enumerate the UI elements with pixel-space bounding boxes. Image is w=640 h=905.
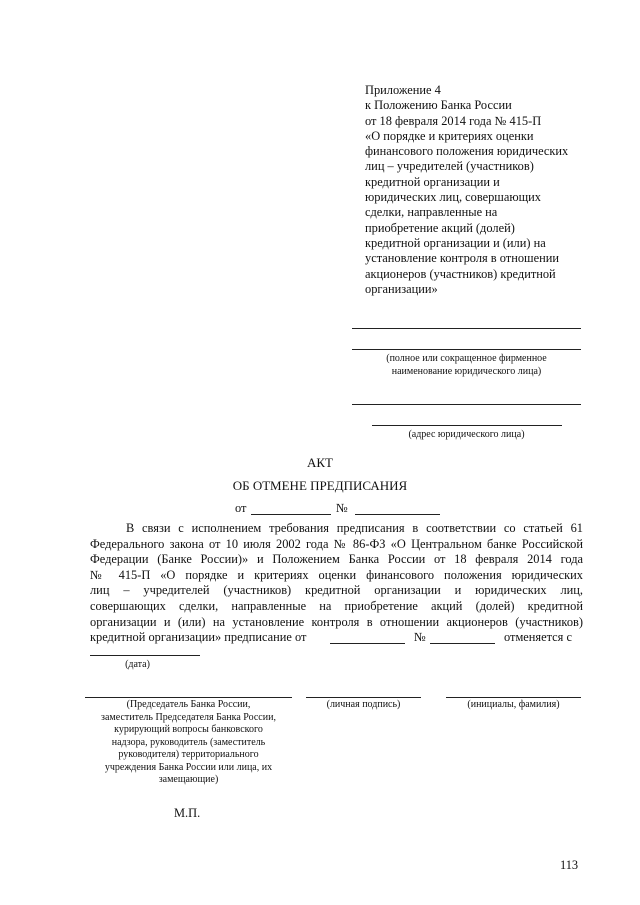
page-number: 113 <box>560 858 579 872</box>
date-label: от <box>235 501 247 515</box>
appendix-line: кредитной организации и <box>365 174 500 189</box>
body-line: организации и (или) на установление контроля в отношении акционеров (участников) <box>90 614 583 629</box>
name-caption-line: наименование юридического лица) <box>391 366 542 377</box>
initials-caption: (инициалы, фамилия) <box>467 699 560 710</box>
body-last-line-start: кредитной организации» предписание от <box>90 630 307 644</box>
address-field-line-2[interactable] <box>372 425 562 426</box>
appendix-line: установление контроля в отношении <box>365 251 559 266</box>
official-caption-line: надзора, руководитель (заместитель <box>111 736 266 748</box>
appendix-line: от 18 февраля 2014 года № 415-П <box>365 113 542 128</box>
body-line: лиц – учредителей (участников) кредитной организации и юридических лиц, <box>90 583 583 598</box>
body-line: Федерации (Банке России)» и Положением Банка России от 18 февраля 2014 года <box>90 552 583 567</box>
body-line: № 415-П «О порядке и критериях оценки финансового положения юридических <box>90 567 583 582</box>
order-date-field[interactable] <box>330 643 405 644</box>
name-field-line-1[interactable] <box>352 328 581 329</box>
date-field[interactable] <box>251 514 331 515</box>
official-caption-line: курирующий вопросы банковского <box>114 724 263 735</box>
appendix-block <box>365 83 595 297</box>
appendix-line: кредитной организации и (или) на <box>365 235 546 250</box>
number-field[interactable] <box>355 514 440 515</box>
stamp-place: М.П. <box>174 806 201 820</box>
document-title: АКТ <box>307 455 333 470</box>
appendix-line: к Положению Банка России <box>365 98 512 113</box>
document-subtitle: ОБ ОТМЕНЕ ПРЕДПИСАНИЯ <box>232 478 408 493</box>
address-caption: (адрес юридического лица) <box>408 429 525 440</box>
appendix-line: Приложение 4 <box>365 83 441 97</box>
official-caption-line: замещающие) <box>158 774 219 785</box>
appendix-line: акционеров (участников) кредитной <box>365 266 556 281</box>
body-line: В связи с исполнением требования предписания в соответствии со статьей 61 <box>126 521 583 535</box>
body-line: Федерального закона от 10 июля 2002 года № 86-ФЗ «О Центральном банке Российской <box>90 536 583 551</box>
effective-date-field[interactable] <box>90 655 200 656</box>
signature-caption: (личная подпись) <box>326 699 401 710</box>
body-last-line-end: отменяется с <box>504 630 572 644</box>
body-paragraph <box>90 521 583 630</box>
official-caption-line: заместитель Председателя Банка России, <box>101 711 276 723</box>
address-field-line-1[interactable] <box>352 404 581 405</box>
official-caption-line: руководителя) территориального <box>118 749 259 760</box>
signature-field[interactable] <box>306 697 421 698</box>
name-caption <box>352 352 581 378</box>
official-caption-line: (Председатель Банка России, <box>126 699 251 710</box>
official-caption-line: учреждения Банка России или лица, их <box>104 761 273 773</box>
appendix-line: лиц – учредителей (участников) <box>365 159 534 174</box>
official-position-field[interactable] <box>85 697 292 698</box>
appendix-line: «О порядке и критериях оценки <box>365 128 534 143</box>
body-line: совершающих сделки, направленные на приобретение акций (долей) кредитной <box>90 598 583 613</box>
appendix-line: организации» <box>365 281 438 296</box>
date-caption: (дата) <box>125 659 150 670</box>
appendix-line: приобретение акций (долей) <box>365 220 515 235</box>
order-number-label: № <box>414 630 426 644</box>
number-label: № <box>336 501 348 515</box>
official-caption <box>85 699 292 787</box>
initials-field[interactable] <box>446 697 581 698</box>
order-number-field[interactable] <box>430 643 495 644</box>
appendix-line: финансового положения юридических <box>365 144 569 159</box>
appendix-line: юридических лиц, совершающих <box>365 190 541 205</box>
name-field-line-2[interactable] <box>352 349 581 350</box>
appendix-line: сделки, направленные на <box>365 205 498 220</box>
name-caption-line: (полное или сокращенное фирменное <box>386 353 547 364</box>
